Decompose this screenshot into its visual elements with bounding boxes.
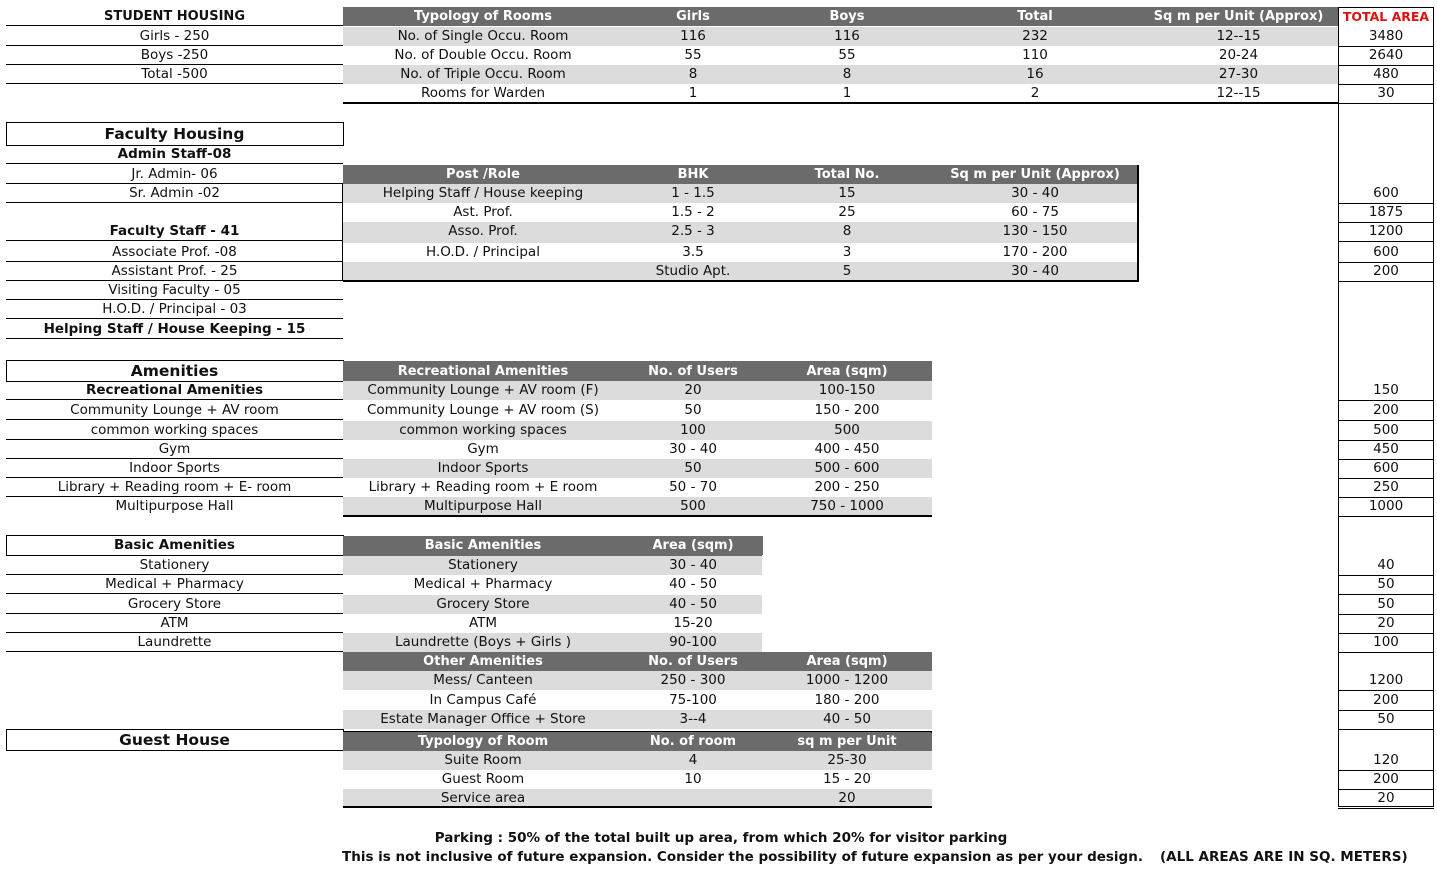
total-area-value: 40 (1377, 557, 1395, 573)
student-column-header: Typology of Rooms (343, 7, 623, 26)
basic-column-header: Basic Amenities (343, 536, 623, 555)
faculty-housing-title: Faculty Housing (104, 125, 245, 143)
recreational-column-header: Recreational Amenities (343, 362, 623, 381)
total-area-value: 20 (1377, 615, 1395, 631)
recreational-table-cell: Community Lounge + AV room (S) (366, 402, 600, 418)
student-table-cell: 110 (1022, 47, 1048, 63)
guest-table-cell: Service area (440, 790, 526, 806)
guest-house-title: Guest House (119, 731, 230, 749)
student-table-cell: 12--15 (1216, 85, 1261, 101)
other-column-header: Other Amenities (343, 652, 623, 671)
student-housing-title: STUDENT HOUSING (6, 7, 343, 26)
total-area-value: 450 (1373, 441, 1399, 457)
amenities-left-label: Gym (6, 440, 343, 459)
student-table-cell: 20-24 (1218, 47, 1259, 63)
faculty-table-cell: 170 - 200 (1002, 244, 1068, 260)
basic-table-cell: ATM (468, 615, 498, 631)
basic-table-cell: Laundrette (Boys + Girls ) (394, 634, 572, 650)
faculty-table-right-border (1137, 165, 1139, 281)
faculty-table-cell: 60 - 75 (1011, 204, 1059, 220)
faculty-table-cell: Studio Apt. (655, 263, 731, 279)
basic-table-cell: 30 - 40 (669, 557, 717, 573)
student-left-label: Total -500 (6, 65, 343, 84)
total-area-value: 100 (1373, 634, 1399, 650)
student-table-cell: 55 (838, 47, 856, 63)
recreational-table-cell: 20 (684, 382, 702, 398)
faculty-left-label: Sr. Admin -02 (6, 184, 343, 203)
basic-table-cell: 40 - 50 (669, 596, 717, 612)
guest-table-bottom-border (343, 806, 932, 808)
faculty-left-label: Faculty Staff - 41 (6, 222, 343, 241)
other-table-cell: 250 - 300 (660, 672, 726, 688)
faculty-table-cell: 130 - 150 (1002, 223, 1068, 239)
recreational-column-header: No. of Users (623, 362, 763, 381)
student-table-cell: No. of Triple Occu. Room (400, 66, 566, 82)
recreational-table-cell: 200 - 250 (814, 479, 880, 495)
faculty-left-label: Visiting Faculty - 05 (6, 281, 343, 300)
student-table-cell: 2 (1030, 85, 1040, 101)
recreational-table-cell: 50 - 70 (669, 479, 717, 495)
guest-table-cell: 15 - 20 (823, 771, 871, 787)
faculty-left-label: H.O.D. / Principal - 03 (6, 300, 343, 319)
faculty-table-cell: Asso. Prof. (448, 223, 518, 239)
amenities-title: Amenities (130, 362, 219, 380)
total-area-value: 480 (1373, 66, 1399, 82)
total-area-value: 50 (1377, 596, 1395, 612)
recreational-table-cell: 500 - 600 (814, 460, 880, 476)
faculty-left-label: Admin Staff-08 (6, 145, 343, 164)
guest-column-header: sq m per Unit (763, 732, 931, 751)
faculty-table-left-border (342, 184, 343, 281)
basic-column-header: Area (sqm) (623, 536, 763, 555)
basic-table-cell: Medical + Pharmacy (413, 576, 553, 592)
faculty-table-cell: 1 - 1.5 (671, 185, 715, 201)
recreational-table-cell: 750 - 1000 (810, 498, 884, 514)
faculty-left-label: Associate Prof. -08 (6, 243, 343, 262)
expansion-note: This is not inclusive of future expansion. Consider the possibility of future expansion as per your design. (342, 849, 1143, 865)
amenities-left-label: common working spaces (6, 421, 343, 440)
faculty-table-cell: 1.5 - 2 (671, 204, 715, 220)
guest-table-cell: Guest Room (441, 771, 525, 787)
total-area-value: 3480 (1368, 28, 1404, 44)
total-area-header: TOTAL AREA (1342, 9, 1430, 24)
student-left-label: Girls - 250 (6, 27, 343, 46)
total-area-value: 1000 (1368, 498, 1404, 514)
student-left-label: Boys -250 (6, 46, 343, 65)
faculty-table-cell: 2.5 - 3 (671, 223, 715, 239)
recreational-table-cell: 400 - 450 (814, 441, 880, 457)
amenities-left-label: Indoor Sports (6, 459, 343, 478)
total-area-value: 2640 (1368, 47, 1404, 63)
faculty-table-cell: 15 (838, 185, 856, 201)
student-table-cell: 8 (688, 66, 698, 82)
total-area-value: 20 (1377, 790, 1395, 806)
student-table-cell: No. of Double Occu. Room (394, 47, 572, 63)
faculty-table-cell: 25 (838, 204, 856, 220)
other-table-cell: 40 - 50 (823, 711, 871, 727)
total-area-value: 1200 (1368, 223, 1404, 239)
other-table-cell: Estate Manager Office + Store (380, 711, 586, 727)
recreational-table-cell: 500 (834, 422, 860, 438)
student-table-bottom-border (343, 102, 1338, 104)
units-note: (ALL AREAS ARE IN SQ. METERS) (1160, 849, 1408, 865)
faculty-column-header: Sq m per Unit (Approx) (931, 165, 1139, 184)
total-area-value: 50 (1377, 711, 1395, 727)
faculty-table-cell (343, 262, 623, 281)
total-area-rule (1338, 808, 1434, 809)
faculty-table-cell: H.O.D. / Principal (426, 244, 540, 260)
faculty-table-cell: Ast. Prof. (453, 204, 513, 220)
total-area-rule (1338, 729, 1434, 730)
total-area-value: 200 (1373, 692, 1399, 708)
total-area-value: 600 (1373, 185, 1399, 201)
faculty-column-header: Total No. (763, 165, 931, 184)
other-table-cell: Mess/ Canteen (433, 672, 533, 688)
student-table-cell: 116 (680, 28, 706, 44)
total-area-value: 200 (1373, 402, 1399, 418)
basic-left-label: Stationery (6, 556, 343, 575)
other-table-cell: 3--4 (679, 711, 707, 727)
guest-table-cell: 10 (684, 771, 702, 787)
student-table-cell: 27-30 (1218, 66, 1259, 82)
student-table-cell: 8 (842, 66, 852, 82)
recreational-table-cell: common working spaces (399, 422, 567, 438)
basic-table-cell: Stationery (448, 557, 518, 573)
guest-table-cell: 4 (688, 752, 698, 768)
total-area-value: 1200 (1368, 672, 1404, 688)
guest-column-header: No. of room (623, 732, 763, 751)
total-area-value: 600 (1373, 460, 1399, 476)
other-table-cell: 180 - 200 (814, 692, 880, 708)
recreational-table-cell: Library + Reading room + E room (368, 479, 598, 495)
amenities-left-label: Library + Reading room + E- room (6, 478, 343, 497)
total-area-rule (1338, 652, 1434, 653)
parking-note: Parking : 50% of the total built up area, from which 20% for visitor parking (434, 830, 1008, 846)
basic-left-label: Medical + Pharmacy (6, 575, 343, 594)
faculty-table-cell: 30 - 40 (1011, 185, 1059, 201)
student-table-cell: 12--15 (1216, 28, 1261, 44)
student-column-header: Girls (623, 7, 763, 26)
guest-table-cell: 25-30 (827, 752, 867, 768)
student-column-header: Sq m per Unit (Approx) (1139, 7, 1338, 26)
total-area-rule (1338, 516, 1434, 517)
recreational-table-cell: Gym (467, 441, 499, 457)
faculty-table-cell: 30 - 40 (1011, 263, 1059, 279)
recreational-table-cell: Indoor Sports (437, 460, 529, 476)
recreational-table-cell: Community Lounge + AV room (F) (367, 382, 599, 398)
faculty-column-header: Post /Role (343, 165, 623, 184)
recreational-table-bottom-border (343, 515, 932, 517)
other-column-header: Area (sqm) (763, 652, 931, 671)
other-column-header: No. of Users (623, 652, 763, 671)
recreational-table-cell: 100-150 (818, 382, 876, 398)
total-area-rule (1338, 281, 1434, 282)
guest-table-cell: Suite Room (444, 752, 522, 768)
recreational-table-cell: 30 - 40 (669, 441, 717, 457)
basic-table-cell: 15-20 (673, 615, 713, 631)
guest-column-header: Typology of Room (343, 732, 623, 751)
other-table-cell: 1000 - 1200 (805, 672, 889, 688)
amenities-left-label: Multipurpose Hall (115, 498, 234, 514)
total-area-value: 30 (1377, 85, 1395, 101)
total-area-rule (1338, 103, 1434, 104)
recreational-table-cell: Multipurpose Hall (423, 498, 543, 514)
recreational-table-cell: 50 (684, 460, 702, 476)
total-area-value: 120 (1373, 752, 1399, 768)
recreational-table-cell: 100 (680, 422, 706, 438)
faculty-table-cell: 3.5 (682, 244, 704, 260)
basic-amenities-title: Basic Amenities (114, 537, 235, 553)
recreational-table-cell: 150 - 200 (814, 402, 880, 418)
total-area-value: 150 (1373, 382, 1399, 398)
student-table-cell: 55 (684, 47, 702, 63)
basic-left-label: Grocery Store (6, 595, 343, 614)
total-area-value: 600 (1373, 244, 1399, 260)
total-area-rule (1338, 241, 1434, 242)
student-table-cell: 232 (1022, 28, 1048, 44)
faculty-table-cell: 8 (842, 223, 852, 239)
student-table-cell: Rooms for Warden (420, 85, 546, 101)
recreational-column-header: Area (sqm) (763, 362, 931, 381)
faculty-left-label: Assistant Prof. - 25 (6, 262, 343, 281)
student-table-cell: 1 (688, 85, 698, 101)
amenities-left-label: Community Lounge + AV room (6, 401, 343, 420)
recreational-table-cell: 50 (684, 402, 702, 418)
other-table-cell: In Campus Café (429, 692, 537, 708)
other-table-cell: 75-100 (669, 692, 717, 708)
basic-left-label: Laundrette (6, 633, 343, 652)
total-area-value: 1875 (1368, 204, 1404, 220)
student-table-cell: 16 (1026, 66, 1044, 82)
basic-table-cell: Grocery Store (436, 596, 530, 612)
recreational-table-cell: 500 (680, 498, 706, 514)
student-table-cell: No. of Single Occu. Room (397, 28, 569, 44)
guest-table-cell: 20 (838, 790, 856, 806)
faculty-left-label: Helping Staff / House Keeping - 15 (6, 320, 343, 339)
student-table-cell: 116 (834, 28, 860, 44)
total-area-value: 50 (1377, 576, 1395, 592)
student-column-header: Total (931, 7, 1139, 26)
faculty-left-label: Jr. Admin- 06 (6, 165, 343, 184)
faculty-table-cell: 3 (842, 244, 852, 260)
amenities-left-label: Recreational Amenities (6, 381, 343, 400)
faculty-column-header: BHK (623, 165, 763, 184)
basic-left-label: ATM (6, 614, 343, 633)
total-area-value: 200 (1373, 263, 1399, 279)
faculty-table-cell: Helping Staff / House keeping (382, 185, 584, 201)
student-table-cell: 1 (842, 85, 852, 101)
student-column-header: Boys (763, 7, 931, 26)
total-area-value: 500 (1373, 422, 1399, 438)
faculty-table-cell: 5 (842, 263, 852, 279)
faculty-table-bottom-border (343, 280, 1139, 282)
basic-table-cell: 90-100 (669, 634, 717, 650)
basic-table-cell: 40 - 50 (669, 576, 717, 592)
total-area-value: 250 (1373, 479, 1399, 495)
total-area-value: 200 (1373, 771, 1399, 787)
